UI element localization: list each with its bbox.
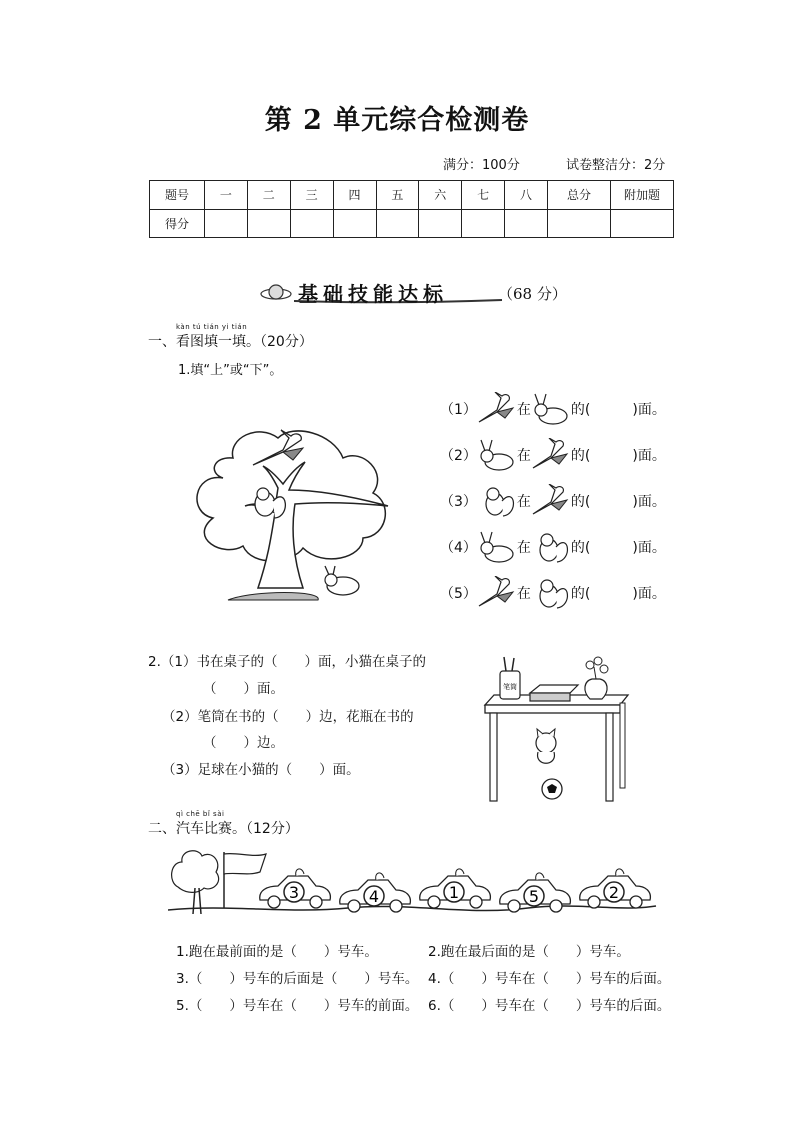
planet-icon [258,282,298,304]
rabbit-icon [325,566,359,595]
q1-fill-row [440,530,666,564]
row-connector: 在 [516,494,531,510]
row-number: （4） [440,540,477,556]
header-cell: 六 [419,181,462,210]
score-table-score-row [150,209,674,238]
score-cell[interactable] [376,209,419,238]
tree-scene [183,418,403,608]
q2-line: 1.跑在最前面的是（ ）号车。 [176,944,378,960]
section-points: （68 分） [498,285,567,303]
row-blank-text[interactable]: 的( )面。 [570,494,666,510]
race-car [500,873,571,912]
q1-sub2-line: （ ）边。 [203,735,284,751]
woodpecker-icon [477,392,517,426]
header-cell: 一 [205,181,248,210]
car-number: 3 [288,883,300,902]
score-cell[interactable] [205,209,248,238]
q1-fill-row [440,392,666,426]
header-cell: 题号 [150,181,205,210]
row-connector: 在 [516,402,531,418]
header-cell: 八 [505,181,548,210]
header-cell: 五 [376,181,419,210]
cat-icon [536,729,556,763]
header-cell: 三 [290,181,333,210]
pen-holder-label: 笔筒 [503,683,517,691]
vase-icon [585,657,608,699]
q1-fill-row [440,484,666,518]
row-number: （2） [440,448,477,464]
rabbit-icon [477,438,517,472]
page-title: 第 2 单元综合检测卷 [264,105,530,136]
car-number: 1 [448,883,460,902]
section-banner [258,278,578,308]
car-number: 4 [368,887,380,906]
full-score: 满分：100分 [443,158,520,173]
squirrel-icon [531,530,571,564]
q2-line: 4.（ ）号车在（ ）号车的后面。 [428,971,671,987]
q1-heading: 一、看图填一填。（20分） [148,334,313,350]
q1-sub1: 1.填“上”或“下”。 [178,363,283,378]
q1-sub2-line: （3）足球在小猫的（ ）面。 [162,762,360,778]
q2-line: 3.（ ）号车的后面是（ ）号车。 [176,971,419,987]
woodpecker-icon [531,438,571,472]
race-car [420,869,491,908]
q1-fill-row [440,576,666,610]
car-number: 2 [608,883,620,902]
row-label: 得分 [150,209,205,238]
q2-heading: 二、汽车比赛。（12分） [148,821,299,837]
race-car [260,869,331,908]
row-blank-text[interactable]: 的( )面。 [570,448,666,464]
score-cell[interactable] [333,209,376,238]
rabbit-icon [531,392,571,426]
header-cell: 总分 [548,181,611,210]
header-cell: 附加题 [611,181,674,210]
row-blank-text[interactable]: 的( )面。 [570,540,666,556]
score-cell[interactable] [419,209,462,238]
q1-pinyin: kàn tú tián yi tián [176,323,248,331]
race-scene [168,842,658,922]
score-table [149,180,674,238]
q1-sub2-line: （2）笔筒在书的（ ）边，花瓶在书的 [162,709,414,725]
rabbit-icon [477,530,517,564]
q1-sub2-line: 2.（1）书在桌子的（ ）面，小猫在桌子的 [148,654,426,670]
row-connector: 在 [516,448,531,464]
q1-fill-row [440,438,666,472]
race-car [580,869,651,908]
desk-scene [480,655,630,805]
row-connector: 在 [516,540,531,556]
football-icon [542,779,562,799]
row-connector: 在 [516,586,531,602]
header-cell: 二 [247,181,290,210]
cars-layer [260,869,651,912]
q2-line: 6.（ ）号车在（ ）号车的后面。 [428,998,671,1014]
squirrel-icon [531,576,571,610]
row-number: （1） [440,402,477,418]
race-car [340,873,411,912]
row-number: （5） [440,586,477,602]
section-title: 基础技能达标 [298,282,448,306]
row-blank-text[interactable]: 的( )面。 [570,402,666,418]
header-cell: 七 [462,181,505,210]
score-cell[interactable] [247,209,290,238]
score-cell[interactable] [290,209,333,238]
score-cell[interactable] [548,209,611,238]
score-table-header-row [150,181,674,210]
woodpecker-icon [531,484,571,518]
neat-score: 试卷整洁分：2分 [566,158,666,173]
pen-holder-icon [500,657,520,699]
woodpecker-icon [477,576,517,610]
q2-pinyin: qì chē bǐ sài [176,810,225,818]
score-cell[interactable] [462,209,505,238]
tree-icon [172,851,219,914]
squirrel-icon [477,484,517,518]
row-blank-text[interactable]: 的( )面。 [570,586,666,602]
header-cell: 四 [333,181,376,210]
q1-sub2-line: （ ）面。 [203,681,284,697]
q2-line: 2.跑在最后面的是（ ）号车。 [428,944,630,960]
score-cell[interactable] [611,209,674,238]
car-number: 5 [528,887,540,906]
row-number: （3） [440,494,477,510]
q2-line: 5.（ ）号车在（ ）号车的前面。 [176,998,419,1014]
score-cell[interactable] [505,209,548,238]
